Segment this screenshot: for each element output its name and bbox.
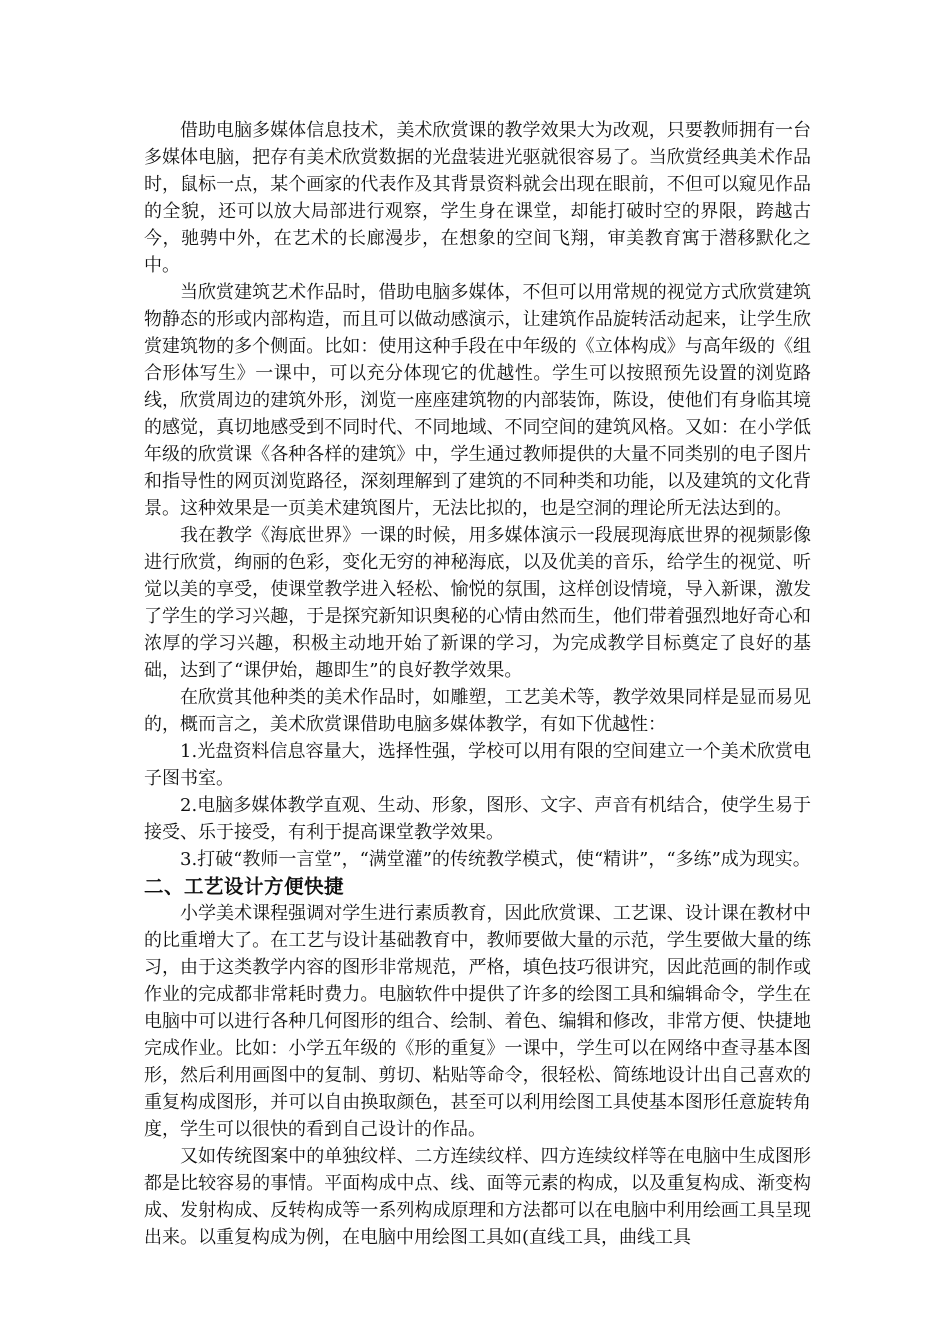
body-paragraph: 又如传统图案中的单独纹样、二方连续纹样、四方连续纹样等在电脑中生成图形都是比较容易的事情。平面构成中点、线、面等元素的构成，以及重复构成、渐变构成、发射构成、反转构成等一系列构成原理和方法都可以在电脑中利用绘画工具呈现出来。以重复构成为例，在电脑中用绘图工具如(直线工具，曲线工具	[144, 1146, 811, 1248]
body-paragraph: 我在教学《海底世界》一课的时候，用多媒体演示一段展现海底世界的视频影像进行欣赏，绚丽的色彩，变化无穷的神秘海底，以及优美的音乐，给学生的视觉、听觉以美的享受，使课堂教学进入轻松、愉悦的氛围，这样创设情境，导入新课，激发了学生的学习兴趣，于是探究新知识奥秘的心情由然而生，他们带着强烈地好奇心和浓厚的学习兴趣，积极主动地开始了新课的学习，为完成教学目标奠定了良好的基础，达到了“课伊始，趣即生”的良好教学效果。	[144, 525, 811, 681]
list-item: 2.电脑多媒体教学直观、生动、形象，图形、文字、声音有机结合，使学生易于接受、乐于接受，有利于提高课堂教学效果。	[144, 795, 811, 843]
document-page	[144, 117, 811, 1251]
body-paragraph: 当欣赏建筑艺术作品时，借助电脑多媒体，不但可以用常规的视觉方式欣赏建筑物静态的形或内部构造，而且可以做动感演示，让建筑作品旋转活动起来，让学生欣赏建筑物的多个侧面。比如：使用这种手段在中年级的《立体构成》与高年级的《组合形体写生》一课中，可以充分体现它的优越性。学生可以按照预先设置的浏览路线，欣赏周边的建筑外形，浏览一座座建筑物的内部装饰，陈设，使他们有身临其境的感觉，真切地感受到不同时代、不同地域、不同空间的建筑风格。又如：在小学低年级的欣赏课《各种各样的建筑》中，学生通过教师提供的大量不同类别的电子图片和指导性的网页浏览路径，深刻理解到了建筑的不同种类和功能，以及建筑的文化背景。这种效果是一页美术建筑图片，无法比拟的，也是空洞的理论所无法达到的。	[144, 282, 811, 519]
list-item: 1.光盘资料信息容量大，选择性强，学校可以用有限的空间建立一个美术欣赏电子图书室。	[144, 741, 811, 789]
body-paragraph: 在欣赏其他种类的美术作品时，如雕塑，工艺美术等，教学效果同样是显而易见的，概而言之，美术欣赏课借助电脑多媒体教学，有如下优越性：	[144, 687, 811, 735]
body-paragraph: 小学美术课程强调对学生进行素质教育，因此欣赏课、工艺课、设计课在教材中的比重增大了。在工艺与设计基础教育中，教师要做大量的示范，学生要做大量的练习，由于这类教学内容的图形非常规范，严格，填色技巧很讲究，因此范画的制作或作业的完成都非常耗时费力。电脑软件中提供了许多的绘图工具和编辑命令，学生在电脑中可以进行各种几何图形的组合、绘制、着色、编辑和修改，非常方便、快捷地完成作业。比如：小学五年级的《形的重复》一课中，学生可以在网络中查寻基本图形，然后利用画图中的复制、剪切、粘贴等命令，很轻松、简练地设计出自己喜欢的重复构成图形，并可以自由换取颜色，甚至可以利用绘图工具使基本图形任意旋转角度，学生可以很快的看到自己设计的作品。	[144, 903, 811, 1140]
list-item: 3.打破“教师一言堂”，“满堂灌”的传统教学模式，使“精讲”，“多练”成为现实。	[180, 849, 811, 870]
section-heading: 二、工艺设计方便快捷	[144, 875, 345, 898]
body-paragraph: 借助电脑多媒体信息技术，美术欣赏课的教学效果大为改观，只要教师拥有一台多媒体电脑，把存有美术欣赏数据的光盘装进光驱就很容易了。当欣赏经典美术作品时，鼠标一点，某个画家的代表作及其背景资料就会出现在眼前，不但可以窥见作品的全貌，还可以放大局部进行观察，学生身在课堂，却能打破时空的界限，跨越古今，驰骋中外，在艺术的长廊漫步，在想象的空间飞翔，审美教育寓于潜移默化之中。	[144, 120, 811, 276]
